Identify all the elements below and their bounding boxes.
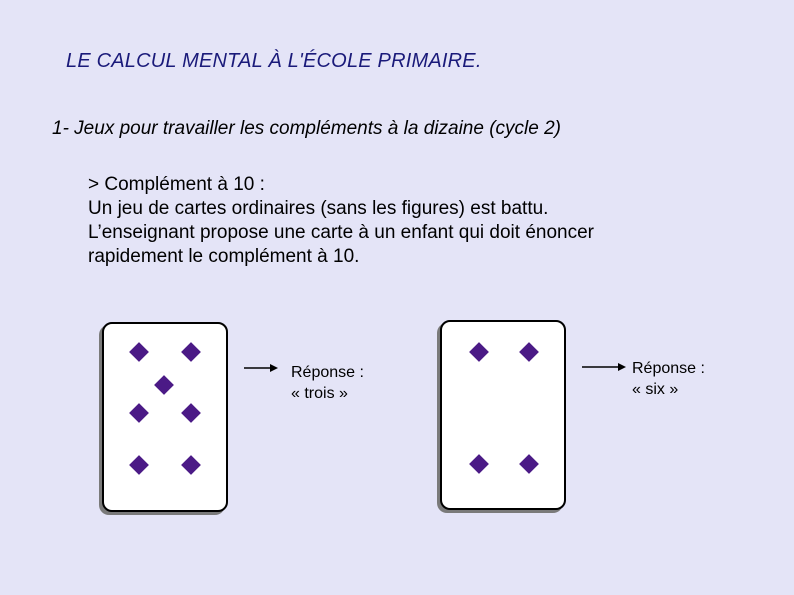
diamond-pip-icon — [181, 455, 201, 475]
instructions-line: Un jeu de cartes ordinaires (sans les figures) est battu. — [88, 198, 549, 219]
arrow-right-icon — [244, 362, 278, 374]
answer-label: Réponse : — [632, 360, 705, 377]
answer-value: « six » — [632, 381, 679, 398]
instructions-heading: > Complément à 10 : — [88, 174, 265, 195]
diamond-pip-icon — [129, 342, 149, 362]
diamond-pip-icon — [181, 403, 201, 423]
instructions-line: rapidement le complément à 10. — [88, 246, 360, 267]
playing-card-seven — [102, 322, 228, 512]
diamond-pip-icon — [181, 342, 201, 362]
instructions-line: L’enseignant propose une carte à un enfant qui doit énoncer — [88, 222, 594, 243]
page-title: LE CALCUL MENTAL À L'ÉCOLE PRIMAIRE. — [66, 50, 482, 72]
arrow-right-icon — [582, 361, 626, 373]
diamond-pip-icon — [154, 375, 174, 395]
diamond-pip-icon — [519, 454, 539, 474]
diamond-pip-icon — [469, 454, 489, 474]
answer-value: « trois » — [291, 385, 348, 402]
section-subtitle: 1- Jeux pour travailler les compléments à la dizaine (cycle 2) — [52, 118, 561, 139]
diamond-pip-icon — [129, 403, 149, 423]
diamond-pip-icon — [469, 342, 489, 362]
answer-label: Réponse : — [291, 364, 364, 381]
instructions — [88, 173, 594, 269]
answer-card-four — [632, 358, 705, 400]
answer-card-seven — [291, 362, 364, 404]
diamond-pip-icon — [519, 342, 539, 362]
playing-card-four — [440, 320, 566, 510]
diamond-pip-icon — [129, 455, 149, 475]
